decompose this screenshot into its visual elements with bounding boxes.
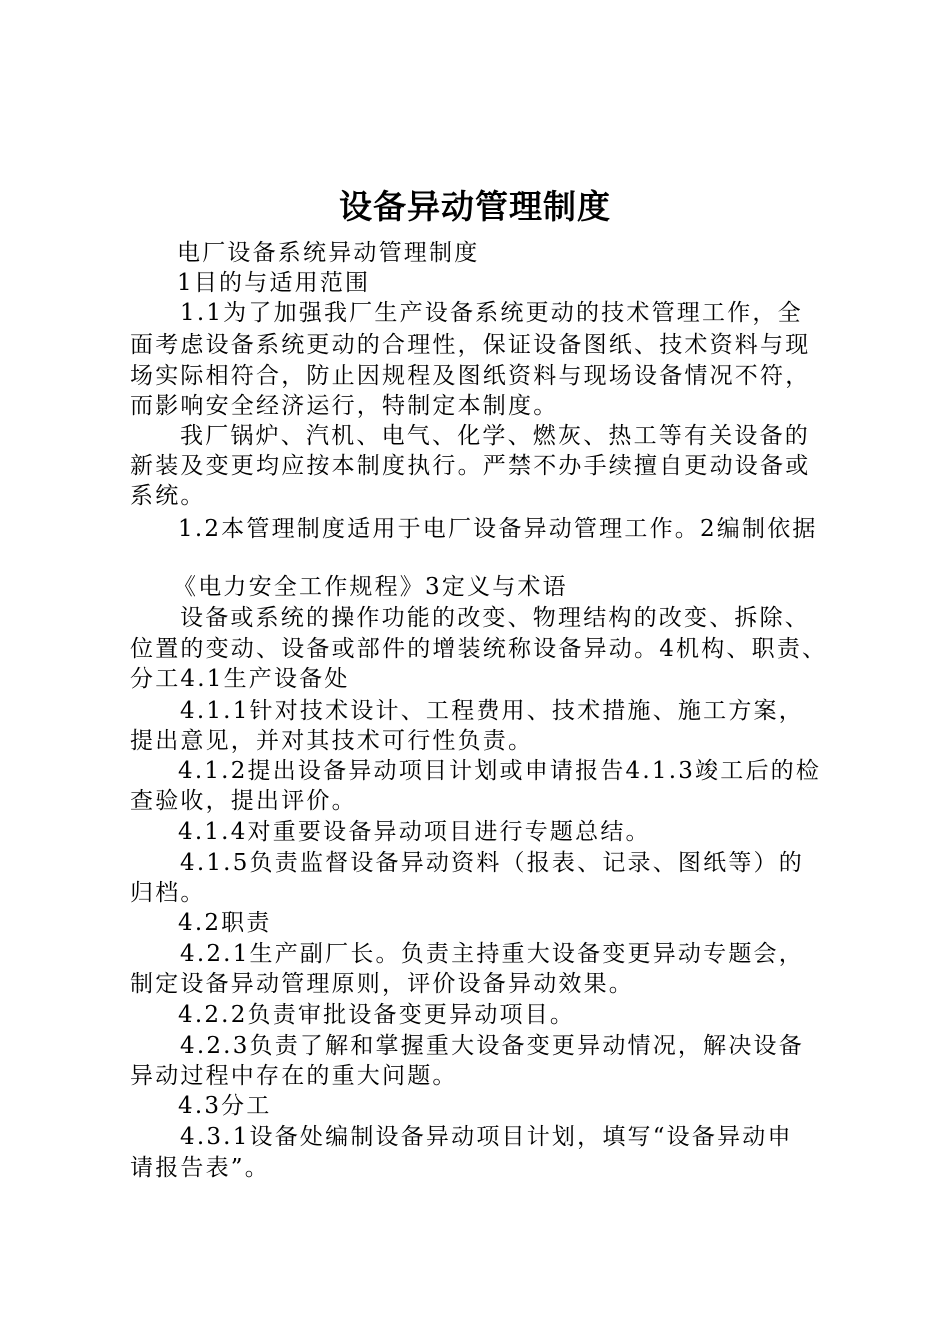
document-title: 设备异动管理制度	[339, 187, 611, 226]
text-line: 4.1.5负责监督设备异动资料（报表、记录、图纸等）的	[180, 850, 804, 876]
text-line: 4.2.1生产副厂长。负责主持重大设备变更异动专题会，	[180, 941, 804, 967]
text-line: 《电力安全工作规程》3定义与术语	[173, 574, 568, 600]
text-line: 4.2.3负责了解和掌握重大设备变更异动情况，解决设备	[180, 1033, 804, 1059]
text-line: 4.3.1设备处编制设备异动项目计划，填写“设备异动申	[180, 1124, 793, 1150]
text-line: 4.3分工	[178, 1093, 272, 1119]
text-line: 归档。	[130, 880, 206, 906]
text-line: 面考虑设备系统更动的合理性，保证设备图纸、技术资料与现	[130, 332, 811, 358]
text-line: 4.2职责	[178, 910, 272, 936]
text-line: 提出意见，并对其技术可行性负责。	[130, 728, 534, 754]
text-line: 分工4.1生产设备处	[130, 666, 350, 692]
text-line: 4.2.2负责审批设备变更异动项目。	[178, 1002, 576, 1028]
text-line: 1目的与适用范围	[177, 270, 371, 296]
text-line: 制定设备异动管理原则，评价设备异动效果。	[130, 971, 634, 997]
text-line: 1.1为了加强我厂生产设备系统更动的技术管理工作，全	[180, 300, 803, 326]
text-line: 设备或系统的操作功能的改变、物理结构的改变、拆除、	[180, 605, 810, 631]
text-line: 查验收，提出评价。	[130, 788, 357, 814]
text-line: 请报告表”。	[130, 1155, 270, 1181]
text-line: 系统。	[130, 483, 206, 509]
text-line: 4.1.1针对技术设计、工程费用、技术措施、施工方案，	[180, 698, 804, 724]
text-line: 场实际相符合，防止因规程及图纸资料与现场设备情况不符，	[130, 363, 811, 389]
text-line: 电厂设备系统异动管理制度	[177, 240, 480, 266]
text-line: 异动过程中存在的重大问题。	[130, 1063, 458, 1089]
text-line: 新装及变更均应按本制度执行。严禁不办手续擅自更动设备或	[130, 453, 811, 479]
text-line: 位置的变动、设备或部件的增装统称设备异动。4机构、职责、	[130, 636, 828, 662]
text-line: 4.1.4对重要设备异动项目进行专题总结。	[178, 819, 651, 845]
text-line: 而影响安全经济运行，特制定本制度。	[130, 393, 559, 419]
text-line: 4.1.2提出设备异动项目计划或申请报告4.1.3竣工后的检	[178, 758, 822, 784]
text-line: 我厂锅炉、汽机、电气、化学、燃灰、热工等有关设备的	[180, 423, 810, 449]
text-line: 1.2本管理制度适用于电厂设备异动管理工作。2编制依据	[178, 516, 818, 542]
